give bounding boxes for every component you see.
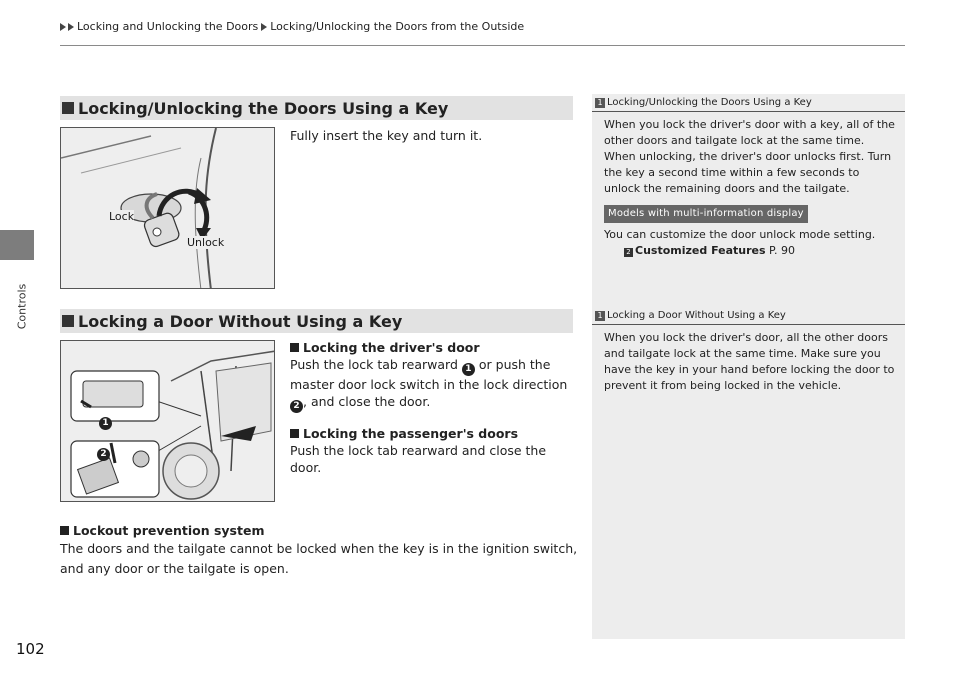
reference-page[interactable]: P. 90 (769, 244, 795, 257)
instruction-text: Fully insert the key and turn it. (290, 128, 483, 143)
note-body (592, 325, 905, 394)
section-tab (0, 230, 34, 260)
marker-1-icon: 1 (99, 417, 112, 430)
section-heading (60, 309, 573, 333)
note-no-key (592, 310, 905, 394)
note-body (592, 112, 905, 259)
marker-2-icon: 2 (97, 448, 110, 461)
lockout-text: The doors and the tailgate cannot be locked when the key is in the ignition switch, and any door or the tailgate is open. (60, 541, 578, 576)
note-marker-icon: 1 (595, 98, 605, 108)
door-lock-switch-icon (61, 341, 275, 502)
lock-label: Lock (109, 210, 135, 223)
page-reference[interactable] (604, 243, 895, 259)
section-square-icon (62, 315, 74, 327)
passenger-door-text: Push the lock tab rearward and close the door. (290, 443, 547, 475)
driver-door-block (290, 339, 580, 413)
subsection-title: Locking the driver's door (303, 340, 480, 355)
page-number: 102 (16, 640, 45, 658)
subsection-heading (290, 339, 580, 356)
section-label: Controls (15, 283, 29, 330)
section-square-icon (62, 102, 74, 114)
bullet-square-icon (60, 526, 69, 535)
note-title: Locking a Door Without Using a Key (607, 310, 786, 321)
note-heading (592, 310, 905, 325)
lockout-block (60, 522, 580, 579)
model-badge: Models with multi-information display (604, 205, 808, 223)
section-heading (60, 96, 573, 120)
breadcrumb-item[interactable]: Locking and Unlocking the Doors (77, 20, 259, 33)
marker-1-icon: 1 (462, 363, 475, 376)
note-marker-icon: 1 (595, 311, 605, 321)
passenger-door-block (290, 425, 580, 476)
bullet-square-icon (290, 343, 299, 352)
note-text: You can customize the door unlock mode setting. (604, 228, 876, 241)
bullet-square-icon (290, 429, 299, 438)
subsection-title: Lockout prevention system (73, 523, 265, 538)
key-illustration (60, 127, 275, 289)
breadcrumb-arrow-icon (68, 23, 74, 31)
note-text: When you lock the driver's door, all the other doors and tailgate lock at the same time. Make sure you have the key in your hand before locking the door to prevent it from being locked in the vehicle. (604, 331, 895, 392)
breadcrumb-arrow-icon (261, 23, 267, 31)
subsection-heading (290, 425, 580, 442)
driver-text-part: Push the lock tab rearward (290, 357, 458, 372)
breadcrumb (60, 20, 524, 33)
marker-2-icon: 2 (290, 400, 303, 413)
reference-link[interactable]: Customized Features (635, 244, 766, 257)
note-title: Locking/Unlocking the Doors Using a Key (607, 97, 812, 108)
driver-door-text (290, 356, 580, 413)
header-divider (60, 45, 905, 46)
reference-arrow-icon: 2 (624, 248, 633, 257)
subsection-title: Locking the passenger's doors (303, 426, 519, 441)
subsection-heading (60, 522, 580, 539)
door-key-icon (61, 128, 275, 289)
driver-text-part: , and close the door. (303, 394, 431, 409)
section-title: Locking a Door Without Using a Key (78, 311, 403, 331)
note-heading (592, 97, 905, 112)
driver-text-part: or push the master door lock switch in the lock direction (290, 357, 568, 392)
note-key (592, 97, 905, 259)
door-illustration (60, 340, 275, 502)
breadcrumb-item[interactable]: Locking/Unlocking the Doors from the Outside (270, 20, 525, 33)
breadcrumb-arrow-icon (60, 23, 66, 31)
section-title: Locking/Unlocking the Doors Using a Key (78, 98, 449, 118)
unlock-label: Unlock (187, 236, 225, 249)
note-text: When you lock the driver's door with a key, all of the other doors and tailgate lock at the same time. When unlocking, the driver's door unlocks first. Turn the key a second time within a few seconds to unlock the remaining doors and the tailgate. (604, 118, 895, 195)
